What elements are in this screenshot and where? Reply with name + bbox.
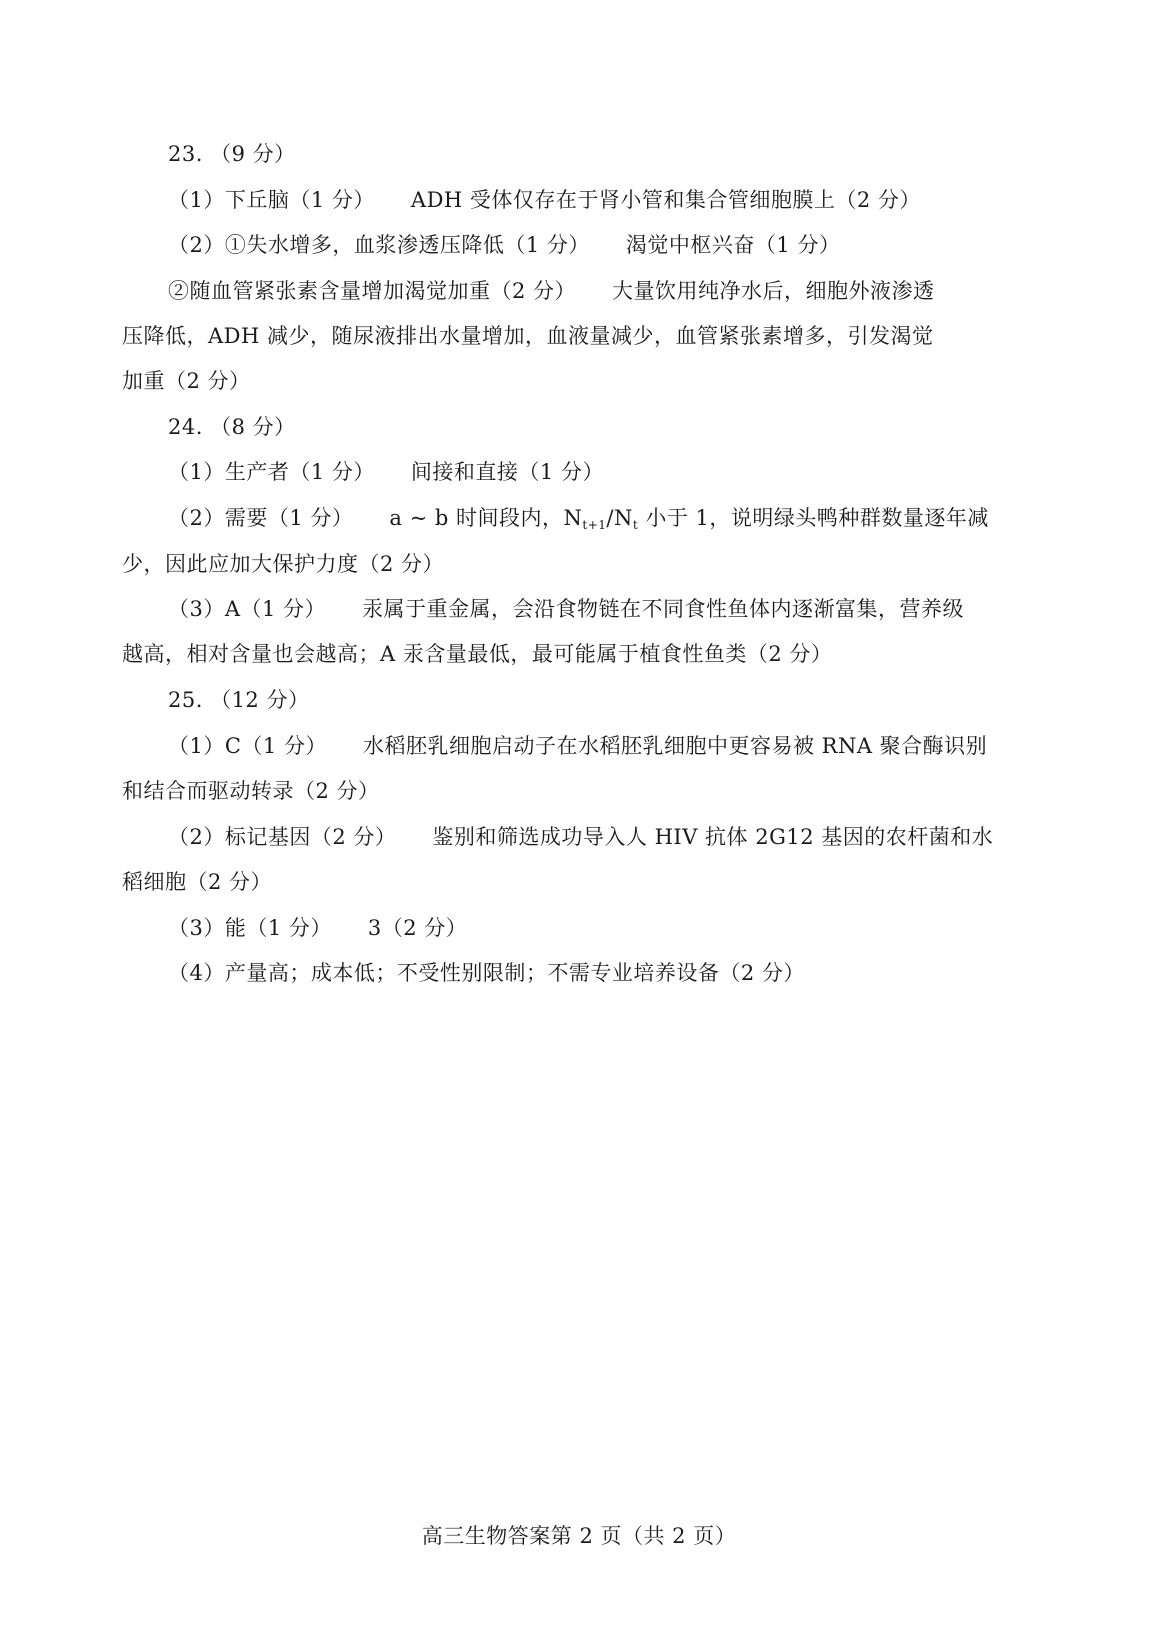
q24-part2: （2）需要（1 分） a ~ b 时间段内，$N_{t+1}/N_t$ 小于 1，说明绿头鸭种群数量逐年减 — [168, 506, 989, 532]
q24-part2-line2: 少，因此应加大保护力度（2 分） — [122, 552, 445, 576]
q24-part3: （3）A（1 分） 汞属于重金属，会沿食物链在不同食性鱼体内逐渐富集，营养级 — [168, 597, 965, 621]
q25-part1-line2: 和结合而驱动转录（2 分） — [122, 779, 380, 803]
q24-part1: （1）生产者（1 分） 间接和直接（1 分） — [168, 460, 604, 484]
q25-part4: （4）产量高；成本低；不受性别限制；不需专业培养设备（2 分） — [168, 961, 805, 985]
q24-part3-line2: 越高，相对含量也会越高；A 汞含量最低，最可能属于植食性鱼类（2 分） — [122, 642, 833, 666]
q25-part3: （3）能（1 分） 3（2 分） — [168, 916, 468, 940]
page-footer: 高三生物答案第 2 页（共 2 页） — [421, 1524, 737, 1548]
q23-part2-line3: 压降低，ADH 减少，随尿液排出水量增加，血液量减少，血管紧张素增多，引发渴觉 — [122, 324, 934, 348]
q25-part2: （2）标记基因（2 分） 鉴别和筛选成功导入人 HIV 抗体 2G12 基因的农杆菌和水 — [168, 825, 994, 849]
q23-part2: （2）①失水增多，血浆渗透压降低（1 分） 渴觉中枢兴奋（1 分） — [168, 233, 841, 257]
q23-part2-line2: ②随血管紧张素含量增加渴觉加重（2 分） 大量饮用纯净水后，细胞外液渗透 — [168, 279, 935, 303]
q25-header: 25. （12 分） — [168, 688, 310, 712]
q23-part2-line4: 加重（2 分） — [122, 369, 251, 393]
q25-part2-line2: 稻细胞（2 分） — [122, 870, 273, 894]
q23-header: 23. （9 分） — [168, 142, 296, 166]
q23-part1: （1）下丘脑（1 分） ADH 受体仅存在于肾小管和集合管细胞膜上（2 分） — [168, 188, 921, 212]
q24-header: 24. （8 分） — [168, 415, 296, 439]
q25-part1: （1）C（1 分） 水稻胚乳细胞启动子在水稻胚乳细胞中更容易被 RNA 聚合酶识别 — [168, 734, 988, 758]
